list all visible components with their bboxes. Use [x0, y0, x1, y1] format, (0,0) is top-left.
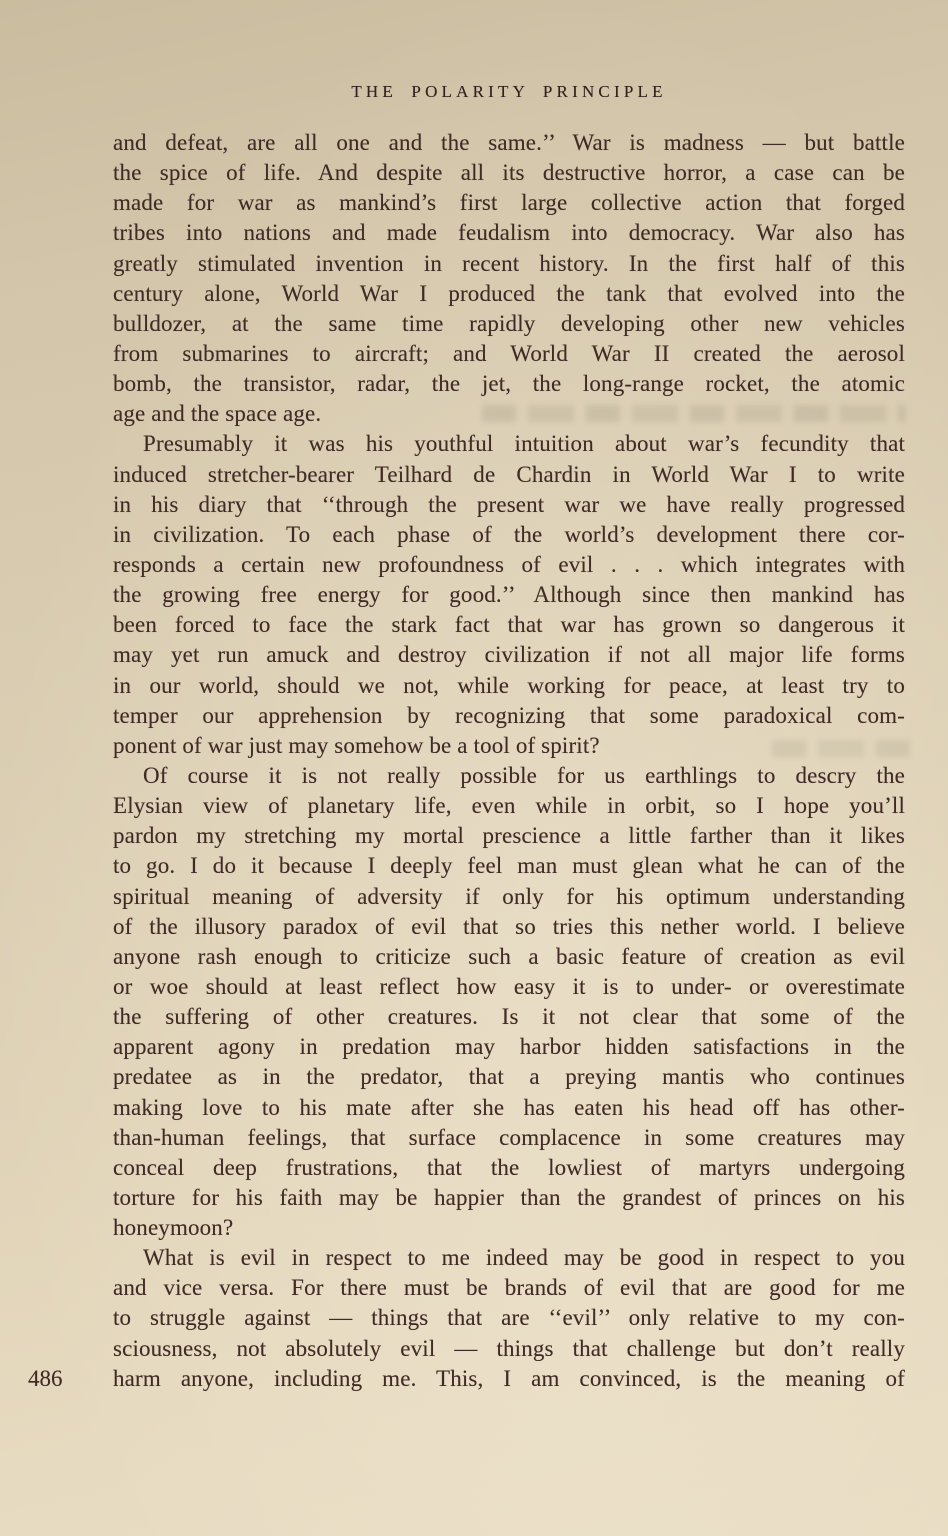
text-line: Elysian view of planetary life, even while in orbit, so I hope you’ll: [113, 793, 905, 819]
text-line: induced stretcher-bearer Teilhard de Chardin in World War I to write: [113, 461, 905, 487]
text-line: from submarines to aircraft; and World War II created the aerosol: [113, 340, 905, 366]
text-line: of the illusory paradox of evil that so tries this nether world. I believe: [113, 913, 905, 939]
text-line: in our world, should we not, while working for peace, at least try to: [113, 672, 905, 698]
page-number: 486: [28, 1366, 63, 1391]
text-line: torture for his faith may be happier than the grandest of princes on his: [113, 1184, 905, 1210]
text-line: to go. I do it because I deeply feel man must glean what he can of the: [113, 853, 905, 879]
body-text: [113, 128, 905, 1394]
text-line: in his diary that ‘‘through the present war we have really progressed: [113, 491, 905, 517]
text-line: or woe should at least reflect how easy it is to under- or overestimate: [113, 973, 905, 999]
text-line: the growing free energy for good.’’ Although since then mankind has: [113, 582, 905, 608]
running-header: THE POLARITY PRINCIPLE: [351, 82, 667, 101]
text-line: ponent of war just may somehow be a tool of spirit?: [113, 732, 600, 758]
text-line: What is evil in respect to me indeed may be good in respect to you: [143, 1245, 905, 1271]
text-line: apparent agony in predation may harbor hidden satisfactions in the: [113, 1034, 905, 1060]
text-line: responds a certain new profoundness of evil . . . which integrates with: [113, 551, 905, 577]
text-line: and vice versa. For there must be brands of evil that are good for me: [113, 1275, 905, 1301]
text-line: the suffering of other creatures. Is it not clear that some of the: [113, 1004, 905, 1030]
text-line: and defeat, are all one and the same.’’ War is madness — but battle: [113, 130, 905, 155]
text-line: pardon my stretching my mortal prescience a little farther than it likes: [113, 823, 905, 849]
text-line: greatly stimulated invention in recent history. In the first half of this: [113, 250, 905, 276]
text-line: tribes into nations and made feudalism into democracy. War also has: [113, 220, 905, 246]
text-line: to struggle against — things that are ‘‘evil’’ only relative to my con-: [113, 1305, 905, 1331]
text-line: bulldozer, at the same time rapidly developing other new vehicles: [113, 310, 905, 336]
text-line: predatee as in the predator, that a preying mantis who continues: [113, 1064, 905, 1090]
text-line: making love to his mate after she has eaten his head off has other-: [113, 1094, 905, 1120]
text-line: sciousness, not absolutely evil — things that challenge but don’t really: [113, 1335, 905, 1361]
text-line: Presumably it was his youthful intuition about war’s fecundity that: [143, 431, 905, 457]
bleedthrough-artifact-2: [772, 740, 912, 757]
text-line: bomb, the transistor, radar, the jet, the long-range rocket, the atomic: [113, 371, 905, 397]
text-line: century alone, World War I produced the tank that evolved into the: [113, 280, 905, 306]
text-line: in civilization. To each phase of the world’s development there cor-: [113, 521, 905, 547]
text-line: spiritual meaning of adversity if only for his optimum understanding: [113, 883, 905, 909]
text-line: Of course it is not really possible for us earthlings to descry the: [143, 762, 905, 788]
text-line: anyone rash enough to criticize such a basic feature of creation as evil: [113, 943, 905, 969]
text-line: made for war as mankind’s first large collective action that forged: [113, 190, 905, 216]
text-line: been forced to face the stark fact that war has grown so dangerous it: [113, 612, 905, 638]
text-line: may yet run amuck and destroy civilization if not all major life forms: [113, 642, 905, 668]
text-line: harm anyone, including me. This, I am convinced, is the meaning of: [113, 1365, 905, 1391]
text-line: than-human feelings, that surface complacence in some creatures may: [113, 1124, 905, 1150]
text-line: the spice of life. And despite all its destructive horror, a case can be: [113, 160, 905, 186]
text-line: temper our apprehension by recognizing that some paradoxical com-: [113, 702, 905, 728]
bleedthrough-artifact-1: [482, 405, 906, 422]
text-line: conceal deep frustrations, that the lowliest of martyrs undergoing: [113, 1154, 905, 1180]
text-line: age and the space age.: [113, 401, 322, 427]
text-line: honeymoon?: [113, 1215, 234, 1241]
